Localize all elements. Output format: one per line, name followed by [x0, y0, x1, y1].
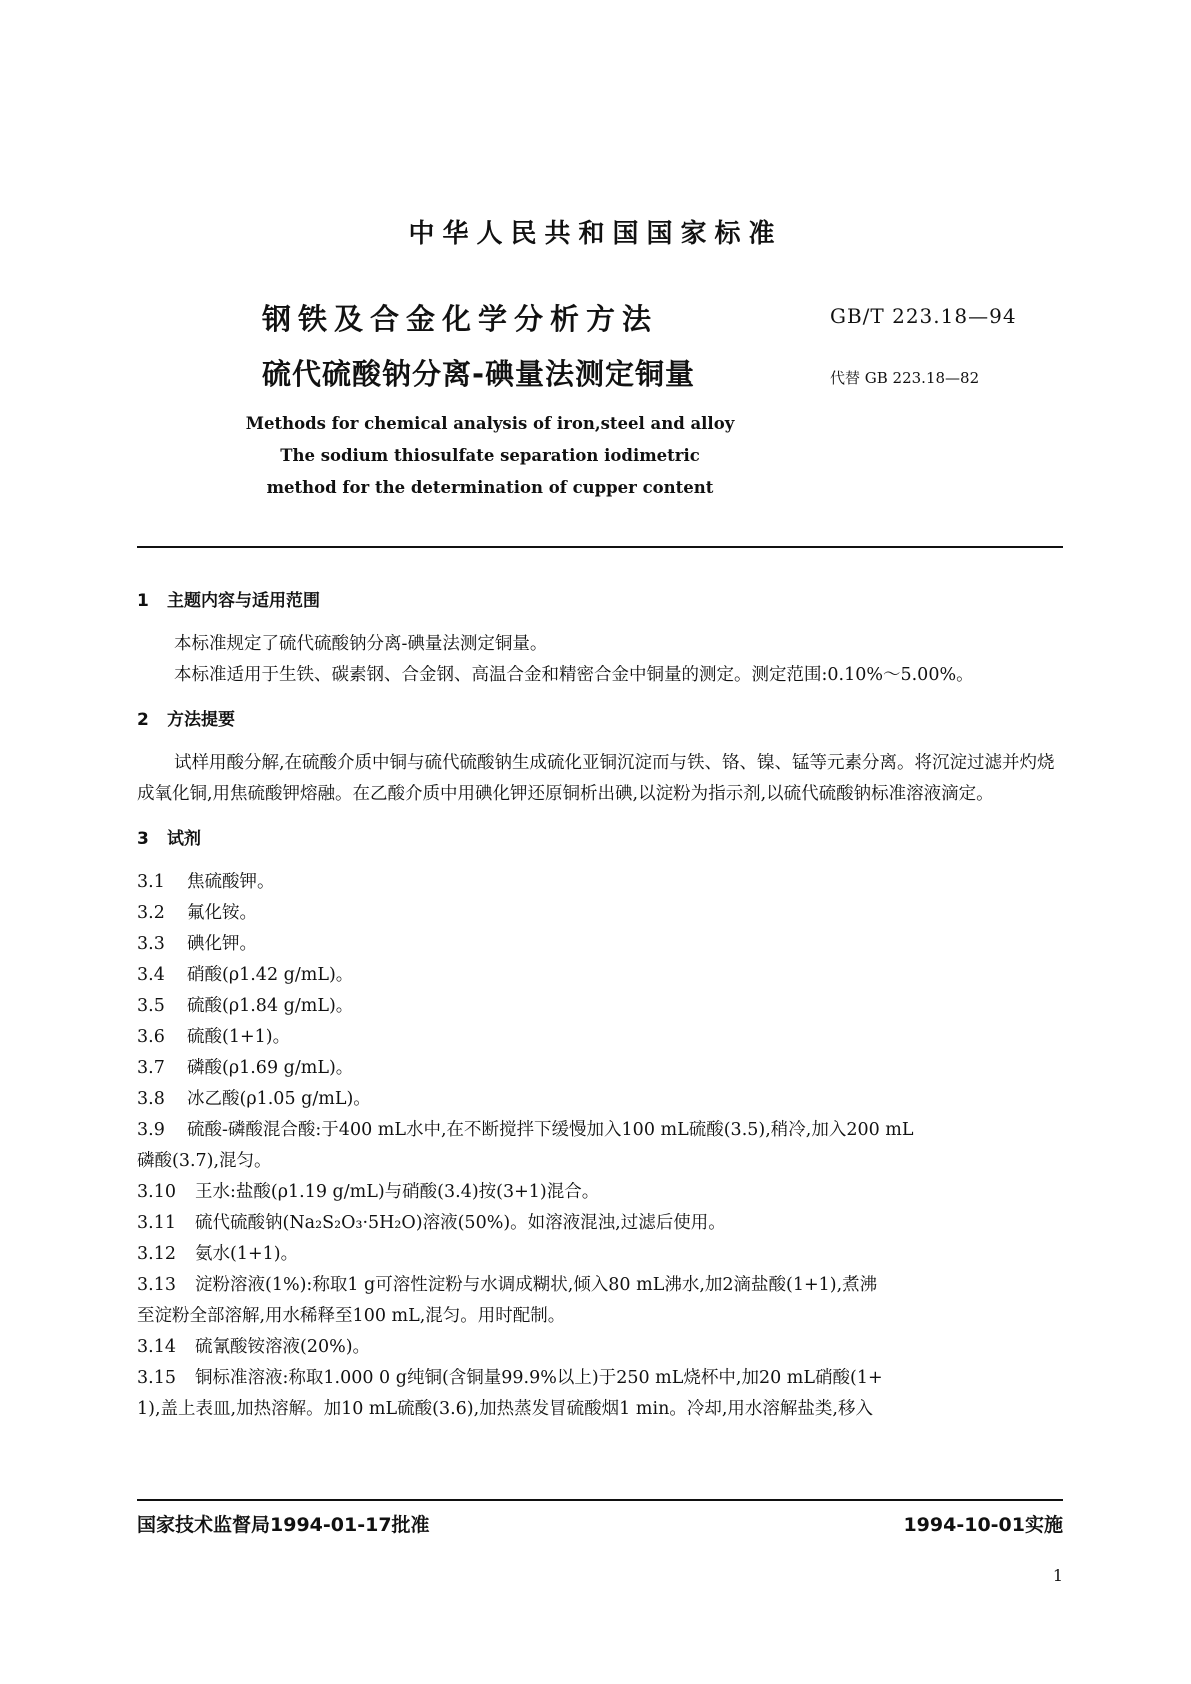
item-text: 硫代硫酸钠(Na₂S₂O₃·5H₂O)溶液(50%)。如溶液混浊,过滤后使用。	[195, 1213, 726, 1233]
item-number: 3.4	[137, 965, 165, 985]
title-line-1: 钢铁及合金化学分析方法	[262, 302, 659, 336]
list-item	[137, 1115, 1063, 1177]
item-text: 磷酸(ρ1.69 g/mL)。	[187, 1058, 354, 1078]
item-text: 硫酸(ρ1.84 g/mL)。	[187, 996, 354, 1016]
item-number: 3.1	[137, 872, 165, 892]
item-text: 氨水(1+1)。	[195, 1244, 299, 1264]
english-title-line-3: method for the determination of cupper content	[266, 478, 714, 497]
item-text: 王水:盐酸(ρ1.19 g/mL)与硝酸(3.4)按(3+1)混合。	[195, 1182, 600, 1202]
section-number: 3	[137, 829, 149, 849]
list-item	[137, 1177, 1063, 1208]
item-number: 3.11	[137, 1213, 176, 1233]
section-title: 试剂	[167, 829, 201, 849]
list-item	[137, 867, 1063, 898]
section-heading	[137, 586, 1063, 617]
item-text-continued: 至淀粉全部溶解,用水稀释至100 mL,混匀。用时配制。	[137, 1306, 566, 1326]
footer-divider	[137, 1499, 1063, 1501]
document-body	[137, 578, 1063, 1425]
item-text-continued: 磷酸(3.7),混匀。	[137, 1151, 272, 1171]
item-number: 3.6	[137, 1027, 165, 1047]
item-number: 3.13	[137, 1275, 176, 1295]
item-text: 硫酸-磷酸混合酸:于400 mL水中,在不断搅拌下缓慢加入100 mL硫酸(3.5),稍冷,加入200 mL	[187, 1120, 914, 1140]
replaces-standard: 代替 GB 223.18—82	[830, 369, 980, 387]
item-text: 硫氰酸铵溶液(20%)。	[195, 1337, 371, 1357]
paragraph: 本标准适用于生铁、碳素钢、合金钢、高温合金和精密合金中铜量的测定。测定范围:0.10%～5.00%。	[174, 665, 974, 685]
item-number: 3.10	[137, 1182, 176, 1202]
national-standard-heading: 中华人民共和国国家标准	[408, 219, 783, 249]
list-item	[137, 1053, 1063, 1084]
list-item	[137, 1332, 1063, 1363]
list-item	[137, 1270, 1063, 1332]
list-item	[137, 1208, 1063, 1239]
item-text: 硝酸(ρ1.42 g/mL)。	[187, 965, 354, 985]
implementation-date: 1994-10-01实施	[903, 1514, 1063, 1536]
standard-title	[262, 297, 695, 393]
list-item	[137, 1084, 1063, 1115]
list-item	[137, 1363, 1063, 1425]
english-title	[230, 408, 750, 504]
list-item	[137, 929, 1063, 960]
item-text: 焦硫酸钾。	[187, 872, 275, 892]
item-number: 3.7	[137, 1058, 165, 1078]
item-number: 3.5	[137, 996, 165, 1016]
section-title: 主题内容与适用范围	[167, 591, 320, 611]
item-text: 淀粉溶液(1%):称取1 g可溶性淀粉与水调成糊状,倾入80 mL沸水,加2滴盐酸(1+1),煮沸	[195, 1275, 878, 1295]
header-divider	[137, 546, 1063, 548]
section-title: 方法提要	[167, 710, 235, 730]
section-heading	[137, 824, 1063, 855]
item-text: 铜标准溶液:称取1.000 0 g纯铜(含铜量99.9%以上)于250 mL烧杯中,加20 mL硝酸(1+	[195, 1368, 883, 1388]
list-item	[137, 960, 1063, 991]
list-item	[137, 991, 1063, 1022]
approval-line: 国家技术监督局1994-01-17批准	[137, 1514, 430, 1536]
item-text: 硫酸(1+1)。	[187, 1027, 291, 1047]
item-number: 3.12	[137, 1244, 176, 1264]
item-number: 3.2	[137, 903, 165, 923]
item-number: 3.9	[137, 1120, 165, 1140]
item-text-continued: 1),盖上表皿,加热溶解。加10 mL硫酸(3.6),加热蒸发冒硫酸烟1 min。冷却,用水溶解盐类,移入	[137, 1399, 873, 1419]
item-text: 氟化铵。	[187, 903, 257, 923]
standard-number: GB/T 223.18—94	[830, 304, 1017, 328]
section-number: 2	[137, 710, 149, 730]
list-item	[137, 898, 1063, 929]
item-text: 碘化钾。	[187, 934, 257, 954]
item-number: 3.14	[137, 1337, 176, 1357]
item-number: 3.15	[137, 1368, 176, 1388]
list-item	[137, 1239, 1063, 1270]
title-line-2: 硫代硫酸钠分离-碘量法测定铜量	[262, 357, 696, 391]
section-heading	[137, 705, 1063, 736]
paragraph: 本标准规定了硫代硫酸钠分离-碘量法测定铜量。	[174, 634, 548, 654]
item-number: 3.3	[137, 934, 165, 954]
item-number: 3.8	[137, 1089, 165, 1109]
english-title-line-2: The sodium thiosulfate separation iodimetric	[280, 446, 700, 465]
section-number: 1	[137, 591, 149, 611]
list-item	[137, 1022, 1063, 1053]
paragraph: 试样用酸分解,在硫酸介质中铜与硫代硫酸钠生成硫化亚铜沉淀而与铁、铬、镍、锰等元素分离。将沉淀过滤并灼烧成氧化铜,用焦硫酸钾熔融。在乙酸介质中用碘化钾还原铜析出碘,以淀粉为指示剂,以硫代硫酸钠标准溶液滴定。	[137, 753, 1055, 804]
item-text: 冰乙酸(ρ1.05 g/mL)。	[187, 1089, 371, 1109]
english-title-line-1: Methods for chemical analysis of iron,steel and alloy	[245, 414, 735, 433]
page-number: 1	[1052, 1566, 1063, 1585]
